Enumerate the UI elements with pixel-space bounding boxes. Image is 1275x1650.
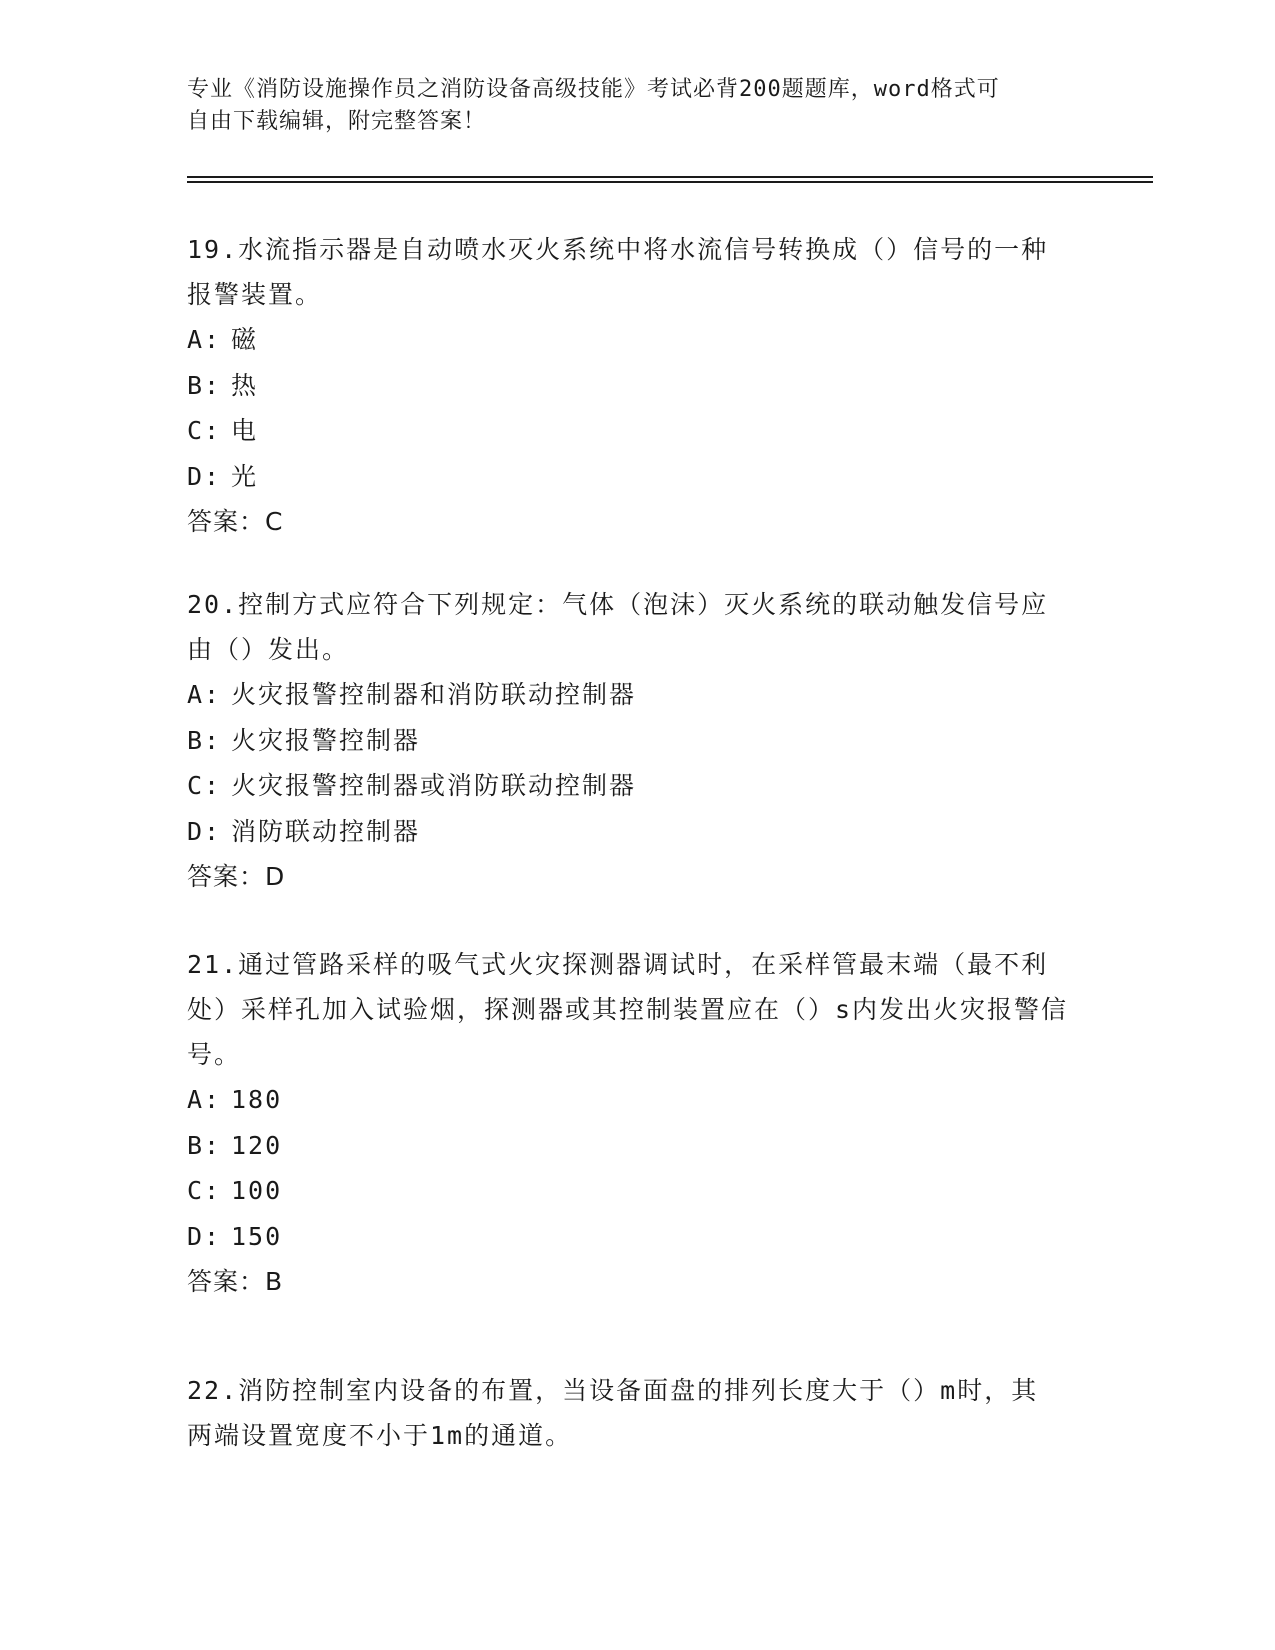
header-rule-bottom bbox=[187, 181, 1153, 183]
option-key: B: bbox=[187, 725, 222, 755]
option-d bbox=[187, 809, 1067, 855]
question-19 bbox=[187, 227, 1057, 544]
option-key: C: bbox=[187, 771, 222, 800]
header-line-2: 自由下载编辑，附完整答案！ bbox=[187, 109, 487, 134]
question-20 bbox=[187, 582, 1067, 899]
option-value: 120 bbox=[231, 1130, 283, 1160]
option-key: D: bbox=[187, 461, 222, 491]
option-value: 火灾报警控制器或消防联动控制器 bbox=[231, 771, 637, 800]
option-b bbox=[187, 718, 1067, 764]
option-key: B: bbox=[187, 370, 222, 400]
option-key: C: bbox=[187, 1176, 222, 1205]
option-key: D: bbox=[187, 816, 222, 846]
option-key: A: bbox=[187, 680, 222, 709]
option-value: 150 bbox=[231, 1221, 283, 1251]
option-key: B: bbox=[187, 1130, 222, 1160]
option-key: A: bbox=[187, 325, 222, 354]
answer: 答案：C bbox=[187, 507, 284, 536]
option-c bbox=[187, 408, 1057, 454]
option-value: 光 bbox=[231, 461, 259, 491]
question-text: 22.消防控制室内设备的布置，当设备面盘的排列长度大于（）m时，其两端设置宽度不小于1m的通道。 bbox=[187, 1376, 1039, 1450]
header-rule-top bbox=[187, 176, 1153, 178]
option-value: 火灾报警控制器 bbox=[231, 725, 421, 755]
option-value: 电 bbox=[231, 416, 259, 445]
option-b bbox=[187, 1123, 1077, 1169]
question-text: 20.控制方式应符合下列规定：气体（泡沫）灭火系统的联动触发信号应由（）发出。 bbox=[187, 590, 1049, 664]
option-value: 180 bbox=[231, 1085, 283, 1114]
option-c bbox=[187, 763, 1067, 809]
header-line-1: 专业《消防设施操作员之消防设备高级技能》考试必背200题题库，word格式可 bbox=[187, 77, 1000, 102]
option-a bbox=[187, 317, 1057, 363]
question-text: 19.水流指示器是自动喷水灭火系统中将水流信号转换成（）信号的一种报警装置。 bbox=[187, 235, 1049, 309]
answer: 答案：B bbox=[187, 1267, 284, 1296]
option-d bbox=[187, 1214, 1077, 1260]
option-key: D: bbox=[187, 1221, 222, 1251]
option-b bbox=[187, 363, 1057, 409]
option-value: 热 bbox=[231, 370, 259, 400]
option-key: C: bbox=[187, 416, 222, 445]
document-header bbox=[187, 74, 1087, 138]
option-value: 火灾报警控制器和消防联动控制器 bbox=[231, 680, 637, 709]
option-d bbox=[187, 454, 1057, 500]
option-value: 100 bbox=[231, 1176, 283, 1205]
option-a bbox=[187, 1077, 1077, 1123]
option-value: 磁 bbox=[231, 325, 259, 354]
option-c bbox=[187, 1168, 1077, 1214]
question-22 bbox=[187, 1368, 1057, 1458]
option-key: A: bbox=[187, 1085, 222, 1114]
option-a bbox=[187, 672, 1067, 718]
option-value: 消防联动控制器 bbox=[231, 816, 421, 846]
answer: 答案：D bbox=[187, 862, 286, 891]
question-text: 21.通过管路采样的吸气式火灾探测器调试时，在采样管最末端（最不利处）采样孔加入试验烟，探测器或其控制装置应在（）s内发出火灾报警信号。 bbox=[187, 950, 1069, 1069]
question-21 bbox=[187, 942, 1077, 1304]
